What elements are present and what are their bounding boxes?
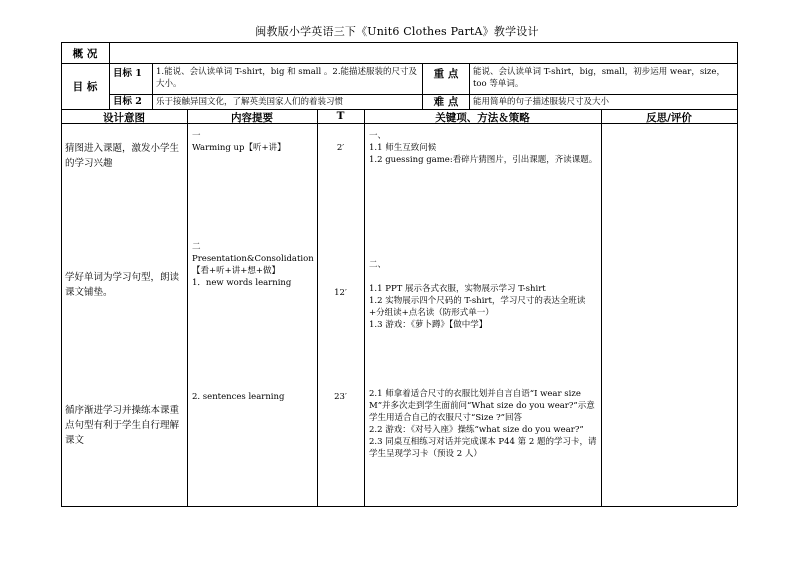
table-top-border <box>61 42 737 43</box>
section2-time: 12′ <box>334 288 347 298</box>
goal2-text: 乐于接触异国文化，了解英美国家人们的着装习惯 <box>156 97 344 107</box>
column-header-reflection: 反思/评价 <box>646 112 692 124</box>
section2-content <box>192 241 315 289</box>
col-divider <box>152 63 153 109</box>
content-line: 一 <box>192 131 201 141</box>
key-point-label: 重 点 <box>433 68 459 80</box>
col-divider <box>317 109 318 506</box>
method-line: 一、 <box>369 131 387 141</box>
method-line: 2.2 游戏：《对号入座》操练“what size do you wear?” <box>369 425 584 435</box>
table-right-border <box>737 42 738 506</box>
content-line: 【看+听+讲+想+做】 <box>192 266 280 276</box>
section1-intent: 猜图进入课题，激发小学生的学习兴趣 <box>65 143 180 169</box>
key-point-text: 能说、会认读单词 T-shirt，big，small，初步运用 wear，size，too 等单词。 <box>473 67 725 89</box>
method-line: 1.1 PPT 展示各式衣服，实物展示学习 T-shirt <box>369 284 546 294</box>
column-header-time: T <box>336 110 345 122</box>
section3-method <box>369 388 598 460</box>
section3-intent: 循序渐进学习并操练本课重点句型有利于学生自行理解课文 <box>65 405 180 446</box>
section2-method <box>369 259 598 331</box>
method-line: 二、 <box>369 260 387 270</box>
section3-content <box>192 391 315 403</box>
column-header-method: 关键项、方法＆策略 <box>435 112 530 124</box>
col-divider <box>469 63 470 109</box>
content-line: 二 <box>192 242 201 252</box>
section2-intent: 学好单词为学习句型，朗读课文铺垫。 <box>65 272 180 298</box>
method-line: 1.3 游戏：《萝卜蹲》【做中学】 <box>369 320 488 330</box>
section3-time: 23′ <box>334 392 347 402</box>
col-divider <box>109 42 110 109</box>
goal1-text: 1.能说、会认读单词 T-shirt，big 和 small 。2.能描述服装的尺寸及大小。 <box>156 67 418 89</box>
difficulty-text: 能用简单的句子描述服装尺寸及大小 <box>473 97 610 107</box>
goal1-label: 目标 1 <box>113 68 142 79</box>
table-bottom-border <box>61 506 737 507</box>
section1-method <box>369 130 598 166</box>
row-divider <box>61 63 737 64</box>
difficulty-label: 难 点 <box>433 96 459 108</box>
col-divider <box>601 109 602 506</box>
method-line: 1.2 guessing game:看碎片猜图片，引出课题，齐读课题。 <box>369 155 598 165</box>
goal2-label: 目标 2 <box>113 96 142 107</box>
content-line: Warming up【听+讲】 <box>192 143 286 153</box>
section1-content <box>192 130 315 154</box>
method-line: 2.3 同桌互相练习对话并完成课本 P44 第 2 题的学习卡，请学生呈现学习卡（预设 2 人） <box>369 437 597 459</box>
overview-label: 概 况 <box>72 48 98 60</box>
method-line: 2.1 师拿着适合尺寸的衣服比划并自言自语“I wear size M”并多次走到学生面前问“What size do you wear?”示意学生用适合自己的衣服尺寸“Size ?”回答 <box>369 389 595 423</box>
column-header-content: 内容提要 <box>231 112 273 124</box>
content-line: 1．new words learning <box>192 278 292 288</box>
col-divider <box>364 109 365 506</box>
section1-time: 2′ <box>336 143 345 153</box>
row-divider <box>109 94 737 95</box>
content-line: Presentation&Consolidation <box>192 254 314 264</box>
col-divider <box>187 109 188 506</box>
document-title: 闽教版小学英语三下《Unit6 Clothes PartA》教学设计 <box>255 25 539 38</box>
method-line: 1.1 师生互致问候 <box>369 143 437 153</box>
goals-label: 目 标 <box>72 81 98 93</box>
content-line: 2. sentences learning <box>192 392 285 402</box>
column-header-intent: 设计意图 <box>103 112 145 124</box>
method-line: 1.2 实物展示四个尺码的 T-shirt，学习尺寸的表达全班读+分组读+点名读（防形式单一） <box>369 296 586 318</box>
